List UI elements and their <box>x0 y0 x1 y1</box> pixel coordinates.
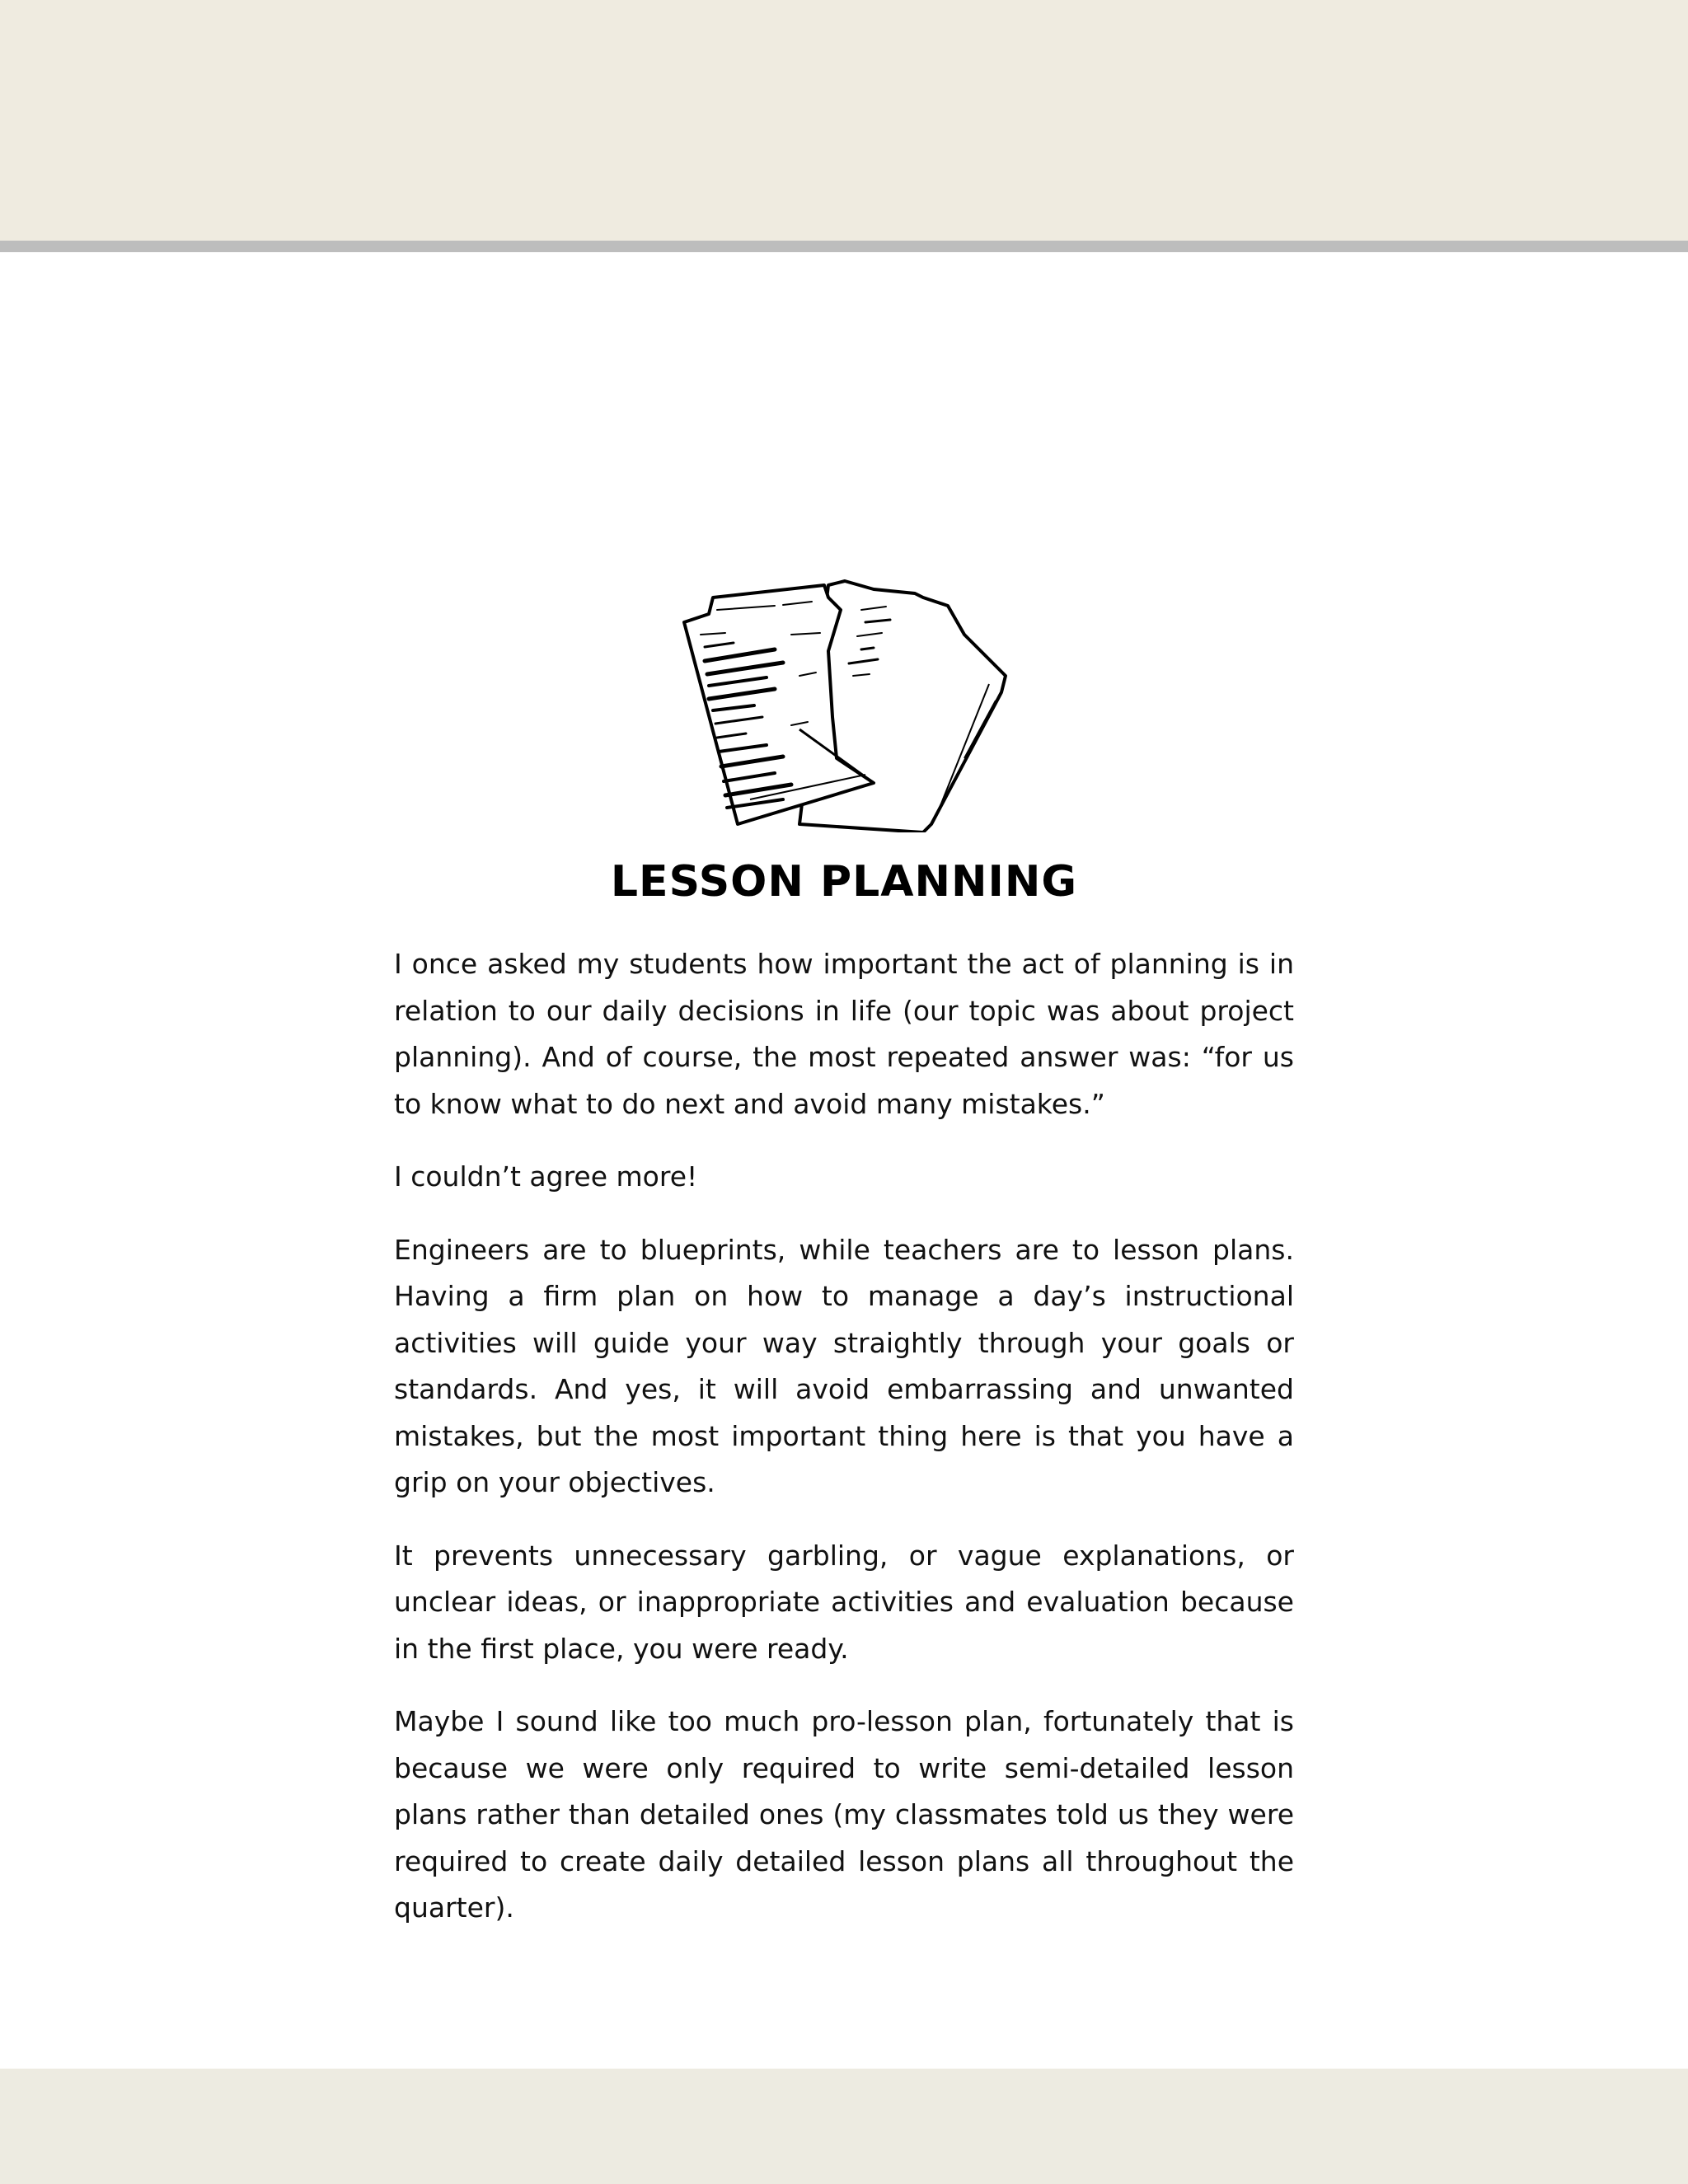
page-title: LESSON PLANNING <box>610 857 1078 907</box>
body-text <box>394 941 1294 1958</box>
paragraph: Engineers are to blueprints, while teachers are to lesson plans. Having a firm plan on how to manage a day’s instructional activities will guide your way straightly through your goals or standards. And yes, it will avoid embarrassing and unwanted mistakes, but the most important thing here is that you have a grip on your objectives. <box>394 1233 1294 1498</box>
paragraph: Maybe I sound like too much pro-lesson plan, fortunately that is because we were only required to write semi-detailed lesson plans rather than detailed ones (my classmates told us they were required to create daily detailed lesson plans all throughout the quarter). <box>394 1705 1294 1924</box>
header-divider <box>0 241 1688 252</box>
header-band <box>0 0 1688 241</box>
paragraph: I couldn’t agree more! <box>394 1160 698 1193</box>
paragraph: I once asked my students how important the act of planning is in relation to our daily decisions in life (our topic was about project planning). And of course, the most repeated answer was: “for us to know what to do next and avoid many mistakes.” <box>394 948 1294 1120</box>
papers-icon <box>676 560 1014 832</box>
paragraph: It prevents unnecessary garbling, or vague explanations, or unclear ideas, or inappropriate activities and evaluation because in the first place, you were ready. <box>394 1539 1294 1665</box>
footer-band <box>0 2069 1688 2184</box>
